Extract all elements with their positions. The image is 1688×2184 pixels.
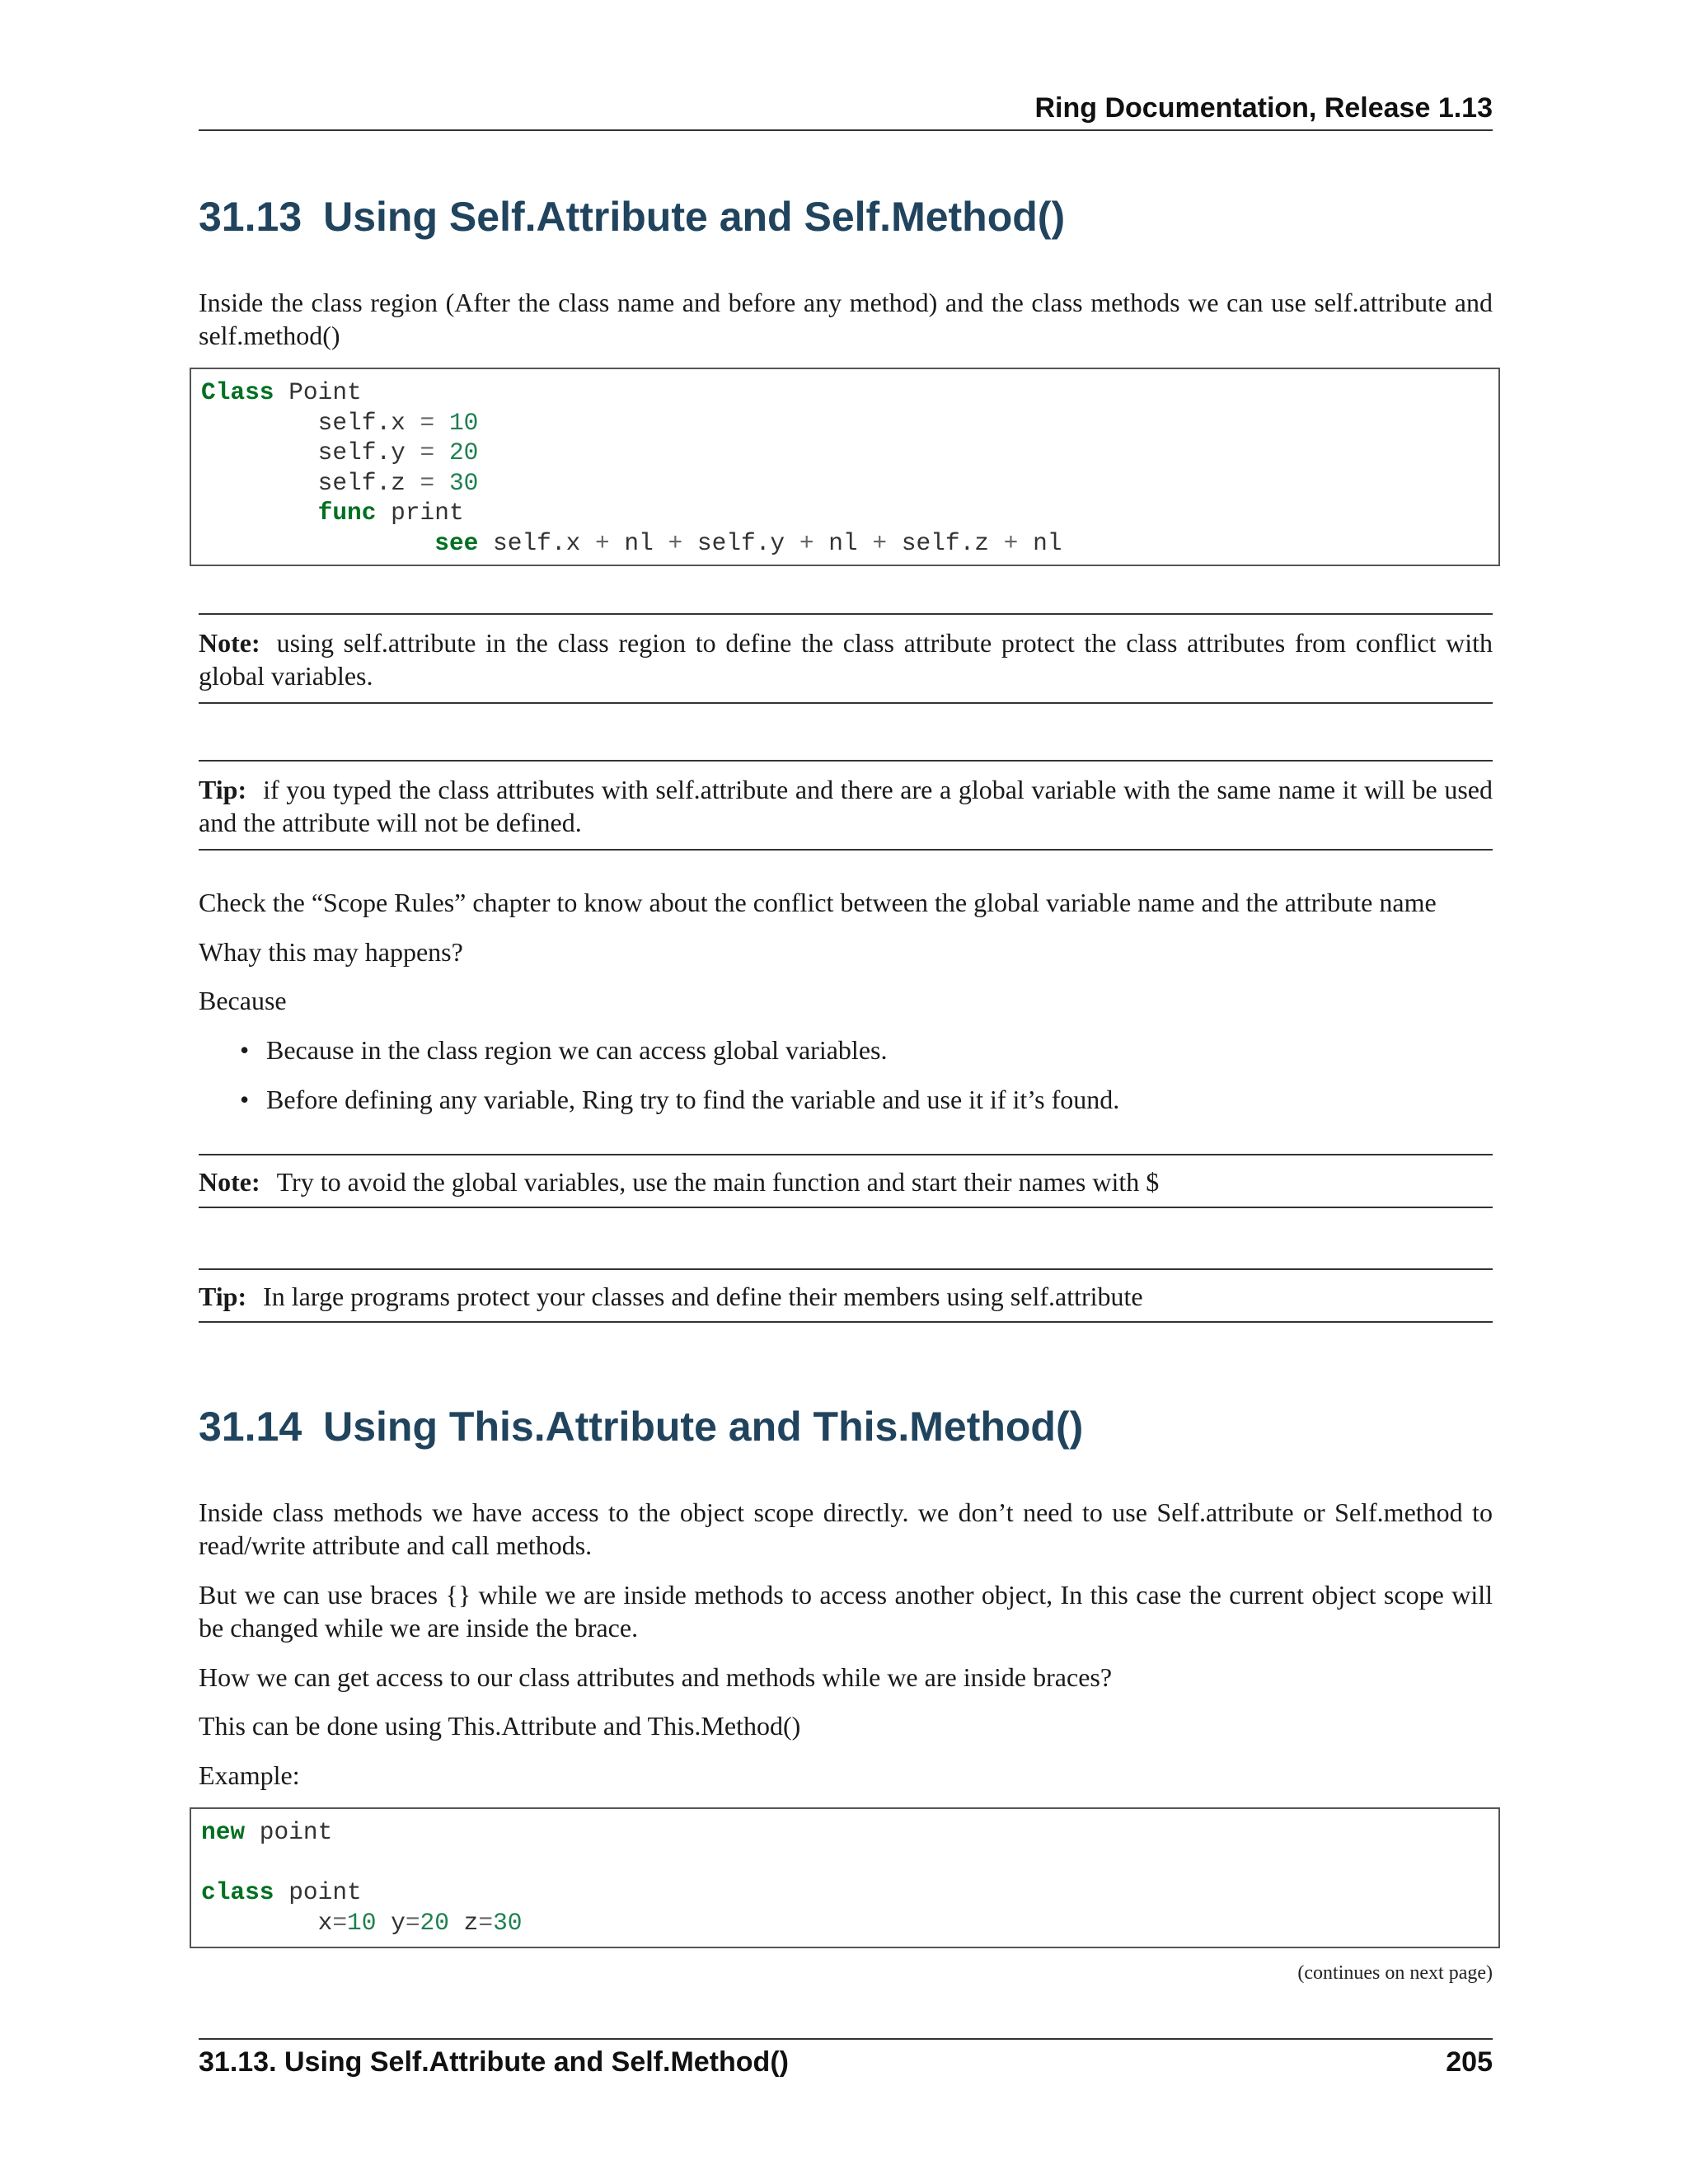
code-line (201, 498, 1498, 528)
tip-box-2 (199, 1268, 1493, 1323)
note-box-1 (199, 613, 1493, 704)
section-heading-31-13 (199, 194, 1065, 240)
running-header: Ring Documentation, Release 1.13 (1034, 92, 1493, 124)
this-paragraph: This can be done using This.Attribute and This.Method() (199, 1711, 801, 1741)
code-token: see (434, 528, 479, 557)
page-number: 205 (1446, 2046, 1493, 2078)
note-label: Note: (199, 1167, 260, 1197)
code-line (201, 1908, 1498, 1938)
list-item (240, 1083, 1119, 1132)
section-heading-31-14 (199, 1404, 1083, 1450)
code-line (201, 408, 1498, 438)
code-token: 10 (448, 408, 479, 437)
code-token: self.x (478, 528, 595, 557)
code-token: self.x (201, 408, 420, 437)
tip-label: Tip: (199, 775, 247, 804)
tip-text: In large programs protect your classes and define their members using self.attribute (263, 1282, 1143, 1311)
example-label: Example: (199, 1760, 300, 1790)
list-item-text: Before defining any variable, Ring try to find the variable and use it if it’s found. (266, 1085, 1120, 1114)
braces-paragraph: But we can use braces {} while we are inside methods to access another object, In this case the current object scope will be changed while we are inside the brace. (199, 1580, 1493, 1643)
code-token: + (872, 528, 888, 557)
code-token: = (405, 1908, 420, 1937)
code-line (201, 377, 1498, 408)
list-item (240, 1033, 1119, 1083)
code-token: 20 (448, 438, 479, 466)
section-number: 31.13 (199, 194, 302, 240)
code-token: nl (814, 528, 873, 557)
code-line (201, 528, 1498, 559)
section-title-text: Using Self.Attribute and Self.Method() (323, 194, 1066, 240)
intro-paragraph: Inside the class region (After the class name and before any method) and the class methods we can use self.attribute and self.method() (199, 288, 1493, 350)
code-token: self.z (887, 528, 1004, 557)
header-rule (199, 129, 1493, 131)
code-token: z (448, 1908, 479, 1937)
note-label: Note: (199, 628, 260, 658)
code-block-self (190, 368, 1500, 566)
code-token: + (668, 528, 683, 557)
code-token: + (799, 528, 814, 557)
code-token (201, 529, 434, 557)
note-box-2 (199, 1154, 1493, 1208)
code-token: func (317, 499, 377, 527)
code-token: 10 (347, 1908, 377, 1937)
section-number: 31.14 (199, 1404, 302, 1450)
list-item-text: Because in the class region we can access global variables. (266, 1035, 888, 1065)
code-token (201, 499, 318, 527)
code-line (201, 438, 1498, 468)
tip-text: if you typed the class attributes with self.attribute and there are a global variable with the same name it will be used and the attribute will not be defined. (199, 775, 1493, 837)
continues-note: (continues on next page) (1297, 1962, 1493, 1984)
bullet-icon: • (240, 1085, 250, 1114)
code-token: class (201, 1878, 274, 1906)
note-text: using self.attribute in the class region to define the class attribute protect the class attributes from conflict with global variables. (199, 628, 1493, 691)
code-token: nl (609, 528, 668, 557)
whay-paragraph: Whay this may happens? (199, 937, 463, 967)
code-token: new (201, 1818, 246, 1846)
code-token (434, 438, 449, 466)
code-token: self.y (682, 528, 799, 557)
because-list (240, 1033, 1119, 1132)
tip-label: Tip: (199, 1282, 247, 1311)
section-title-text: Using This.Attribute and This.Method() (323, 1404, 1084, 1450)
code-token: = (420, 408, 435, 437)
code-token: x (201, 1908, 333, 1937)
code-token: nl (1018, 528, 1062, 557)
code-token: 20 (420, 1908, 449, 1937)
footer-rule (199, 2038, 1493, 2040)
code-token (434, 409, 449, 437)
code-token: = (332, 1908, 348, 1937)
because-paragraph: Because (199, 986, 287, 1015)
code-token: 30 (493, 1908, 523, 1937)
code-token: + (594, 528, 610, 557)
document-page (199, 0, 1493, 2184)
code-token: self.y (201, 438, 420, 466)
code-token: y (376, 1908, 406, 1937)
code-block-this (190, 1807, 1500, 1948)
scope-rules-paragraph: Check the “Scope Rules” chapter to know about the conflict between the global variable name and the attribute name (199, 888, 1437, 917)
note-text: Try to avoid the global variables, use the main function and start their names with $ (276, 1167, 1160, 1197)
bullet-icon: • (240, 1035, 250, 1065)
code-token: = (478, 1908, 494, 1937)
code-token: print (376, 499, 464, 527)
question-paragraph: How we can get access to our class attributes and methods while we are inside braces? (199, 1662, 1113, 1692)
code-line (201, 1877, 1498, 1908)
code-token: point (274, 1878, 362, 1906)
code-line (201, 1817, 1498, 1848)
tip-box-1 (199, 760, 1493, 851)
code-token (434, 469, 449, 497)
footer-section-ref: 31.13. Using Self.Attribute and Self.Method() (199, 2046, 789, 2078)
code-token: point (245, 1818, 333, 1846)
code-token: + (1003, 528, 1019, 557)
object-scope-paragraph: Inside class methods we have access to the object scope directly. we don’t need to use Self.attribute or Self.method to read/write attribute and call methods. (199, 1497, 1493, 1560)
code-token: Class (201, 378, 274, 406)
code-token: 30 (448, 468, 479, 497)
code-line (201, 1848, 1498, 1878)
code-line (201, 468, 1498, 499)
code-token: Point (274, 378, 362, 406)
code-token: = (420, 468, 435, 497)
code-token: self.z (201, 468, 420, 497)
code-token: = (420, 438, 435, 466)
